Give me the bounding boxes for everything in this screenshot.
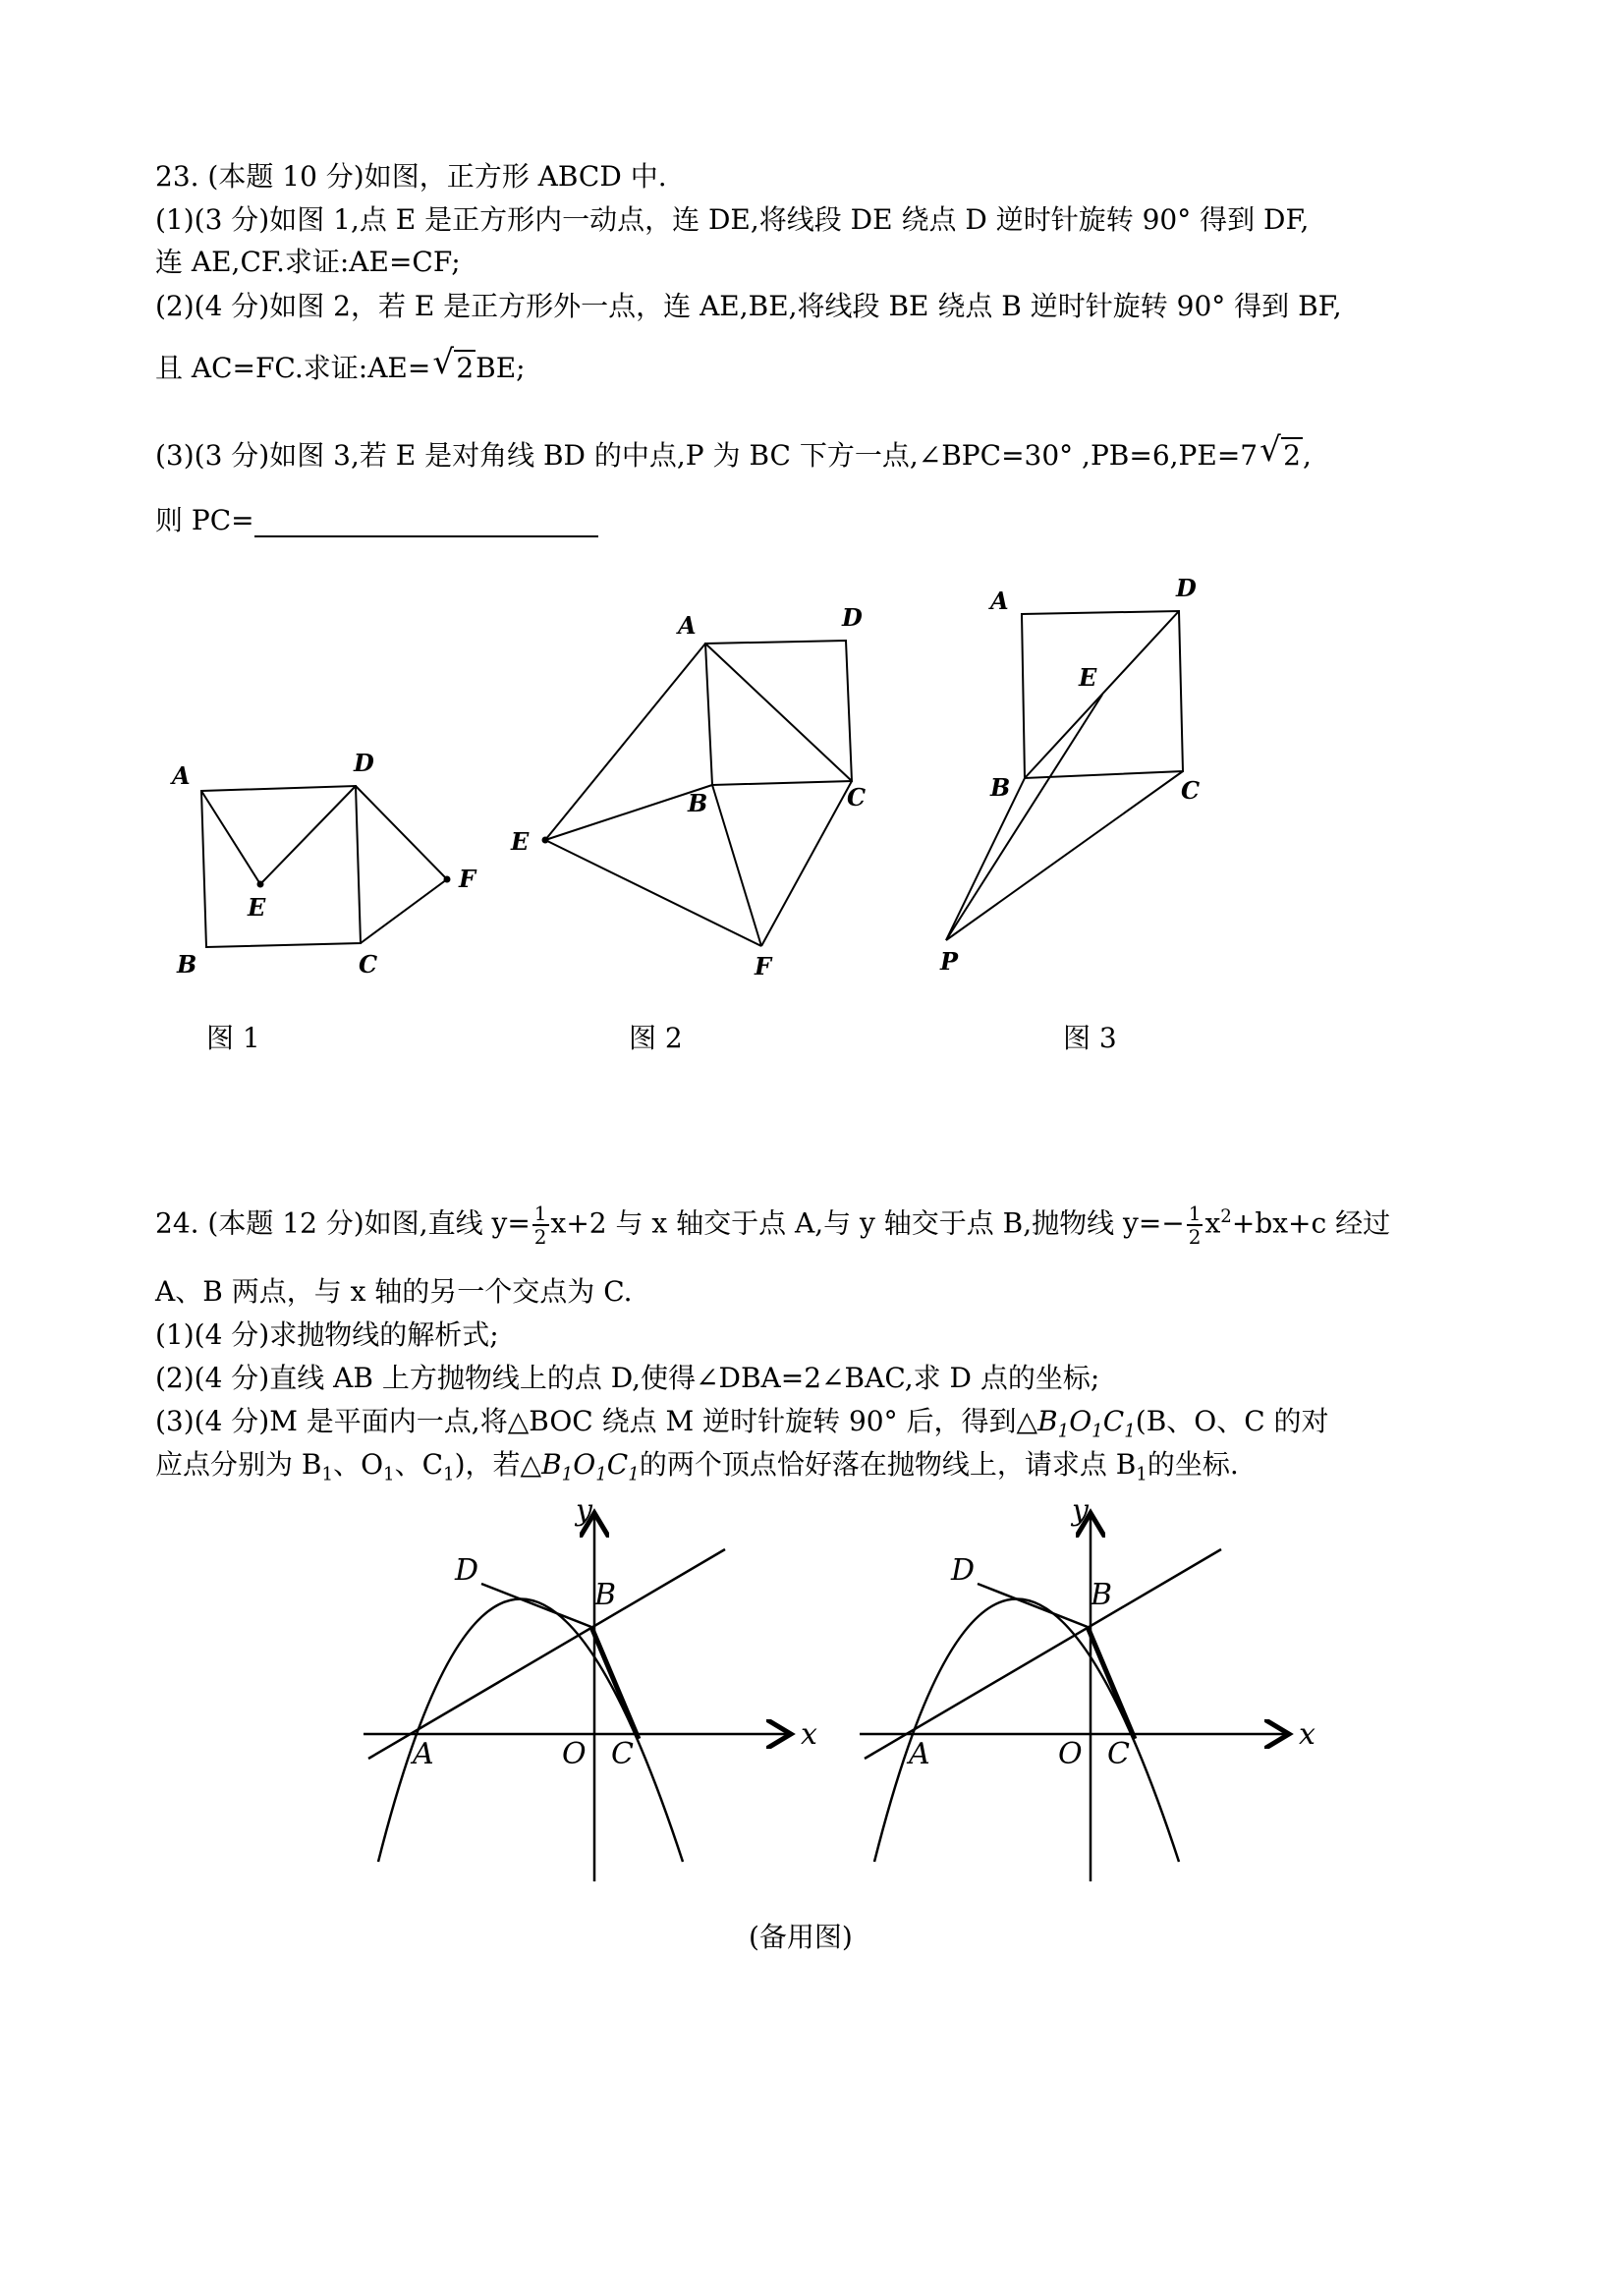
fig2-label-B: B <box>688 789 708 817</box>
spare-graph-caption: (备用图) <box>749 1921 853 1953</box>
sqrt-2: √ 2 <box>432 343 475 384</box>
q23-part3-text: (3)(3 分)如图 3,若 E 是对角线 BD 的中点,P 为 BC 下方一点,∠BPC=30° ,PB=6,PE=7 <box>155 439 1259 472</box>
graph1-label-O: O <box>562 1737 587 1771</box>
graph1-label-B: B <box>594 1578 617 1612</box>
graph2-label-y: y <box>1072 1493 1089 1528</box>
q24-line1-text-b: x+2 与 x 轴交于点 A,与 y 轴交于点 B,抛物线 y=− <box>550 1206 1185 1240</box>
fig1-label-E: E <box>248 893 266 922</box>
graph1-label-A: A <box>413 1737 434 1771</box>
fig3-label-E: E <box>1079 663 1097 692</box>
q23-part2-text: 且 AC=FC.求证:AE= <box>155 352 431 384</box>
q23-part2-tail: BE; <box>476 352 526 384</box>
q24-part3-text: (3)(4 分)M 是平面内一点,将△BOC 绕点 M 逆时针旋转 90° 后，得到△ <box>155 1405 1038 1437</box>
fig2-label-D: D <box>842 603 863 632</box>
q23-part3-tail: , <box>1302 439 1312 472</box>
q24-part3-line2: 应点分别为 $B_1$、$O_1$、$C_1$)，若$\triangle B_1O_1C_1$的两个顶点恰好落在抛物线上，请求点 $B_1$的坐标. <box>155 1448 1239 1485</box>
fig2-caption: 图 2 <box>629 1022 683 1054</box>
graph1-label-C: C <box>611 1737 634 1771</box>
q24-part1: (1)(4 分)求抛物线的解析式; <box>155 1318 499 1351</box>
q24-graphs <box>0 1488 1623 1901</box>
q24-line1-text-d: +bx+c 经过 <box>1231 1206 1391 1240</box>
graph1-label-x: x <box>801 1717 817 1752</box>
figure-3 <box>946 611 1183 940</box>
q24-line2: A、B 两点，与 x 轴的另一个交点为 C. <box>155 1275 633 1308</box>
graph1-label-D: D <box>455 1553 479 1588</box>
graph-1 <box>364 1513 791 1881</box>
fraction-half: $\frac{1}{2}$ <box>1188 1202 1202 1249</box>
fig1-label-B: B <box>177 950 197 979</box>
q24-part3-text2: 应点分别为 B <box>155 1448 322 1481</box>
q24-line1 <box>155 1203 1390 1248</box>
q23-part1-line1: (1)(3 分)如图 1,点 E 是正方形内一动点，连 DE,将线段 DE 绕点 D 逆时针旋转 90° 得到 DF, <box>155 203 1310 236</box>
answer-blank[interactable] <box>254 510 598 537</box>
graph2-label-A: A <box>909 1737 930 1771</box>
q23-answer-label: 则 PC= <box>155 504 254 536</box>
q23-part2-line2 <box>155 343 526 385</box>
q23-part2-line1: (2)(4 分)如图 2，若 E 是正方形外一点，连 AE,BE,将线段 BE 绕点 B 逆时针旋转 90° 得到 BF, <box>155 290 1342 322</box>
fig3-label-D: D <box>1176 574 1197 602</box>
fig3-label-C: C <box>1181 776 1201 805</box>
q24-part3-line1 <box>155 1405 1329 1442</box>
q24-line1-text-a: 24. (本题 12 分)如图,直线 y= <box>155 1206 531 1240</box>
figure-1 <box>201 786 450 947</box>
graph2-label-C: C <box>1107 1737 1130 1771</box>
fig1-label-C: C <box>359 950 378 979</box>
fig2-label-A: A <box>678 611 697 640</box>
graph2-label-x: x <box>1299 1717 1315 1752</box>
graph-2 <box>860 1513 1289 1881</box>
fig1-label-A: A <box>172 761 191 790</box>
fig1-caption: 图 1 <box>206 1022 260 1054</box>
q24-line1-text-c: x <box>1204 1206 1221 1240</box>
q23-part3-line1 <box>155 430 1312 473</box>
fig2-label-E: E <box>511 827 530 856</box>
q23-part1-line2: 连 AE,CF.求证:AE=CF; <box>155 246 461 278</box>
q24-part2: (2)(4 分)直线 AB 上方抛物线上的点 D,使得∠DBA=2∠BAC,求 D 点的坐标; <box>155 1362 1100 1394</box>
fig1-label-F: F <box>459 865 476 893</box>
triangle-b1o1c1: $B_1O_1C_1$ <box>541 1448 640 1485</box>
fig1-label-D: D <box>354 749 374 777</box>
q23-stem: 23. (本题 10 分)如图，正方形 ABCD 中. <box>155 160 667 193</box>
fig3-label-B: B <box>990 773 1011 802</box>
sqrt-2: √ 2 <box>1259 430 1301 472</box>
graph1-label-y: y <box>576 1493 592 1528</box>
q23-part3-line2 <box>155 504 598 537</box>
graph2-label-D: D <box>951 1553 976 1588</box>
graph2-label-B: B <box>1091 1578 1113 1612</box>
fraction-half: $\frac{1}{2}$ <box>533 1202 547 1249</box>
fig3-label-A: A <box>990 587 1009 615</box>
q24-exponent: 2 <box>1220 1206 1232 1228</box>
fig3-caption: 图 3 <box>1063 1022 1117 1054</box>
graph2-label-O: O <box>1058 1737 1083 1771</box>
triangle-b1o1c1: $B_1O_1C_1$ <box>1037 1405 1136 1442</box>
fig3-label-P: P <box>940 947 959 976</box>
fig2-label-C: C <box>847 783 867 812</box>
fig2-label-F: F <box>755 952 772 980</box>
q24-part3-tail: (B、O、C 的对 <box>1135 1405 1329 1437</box>
